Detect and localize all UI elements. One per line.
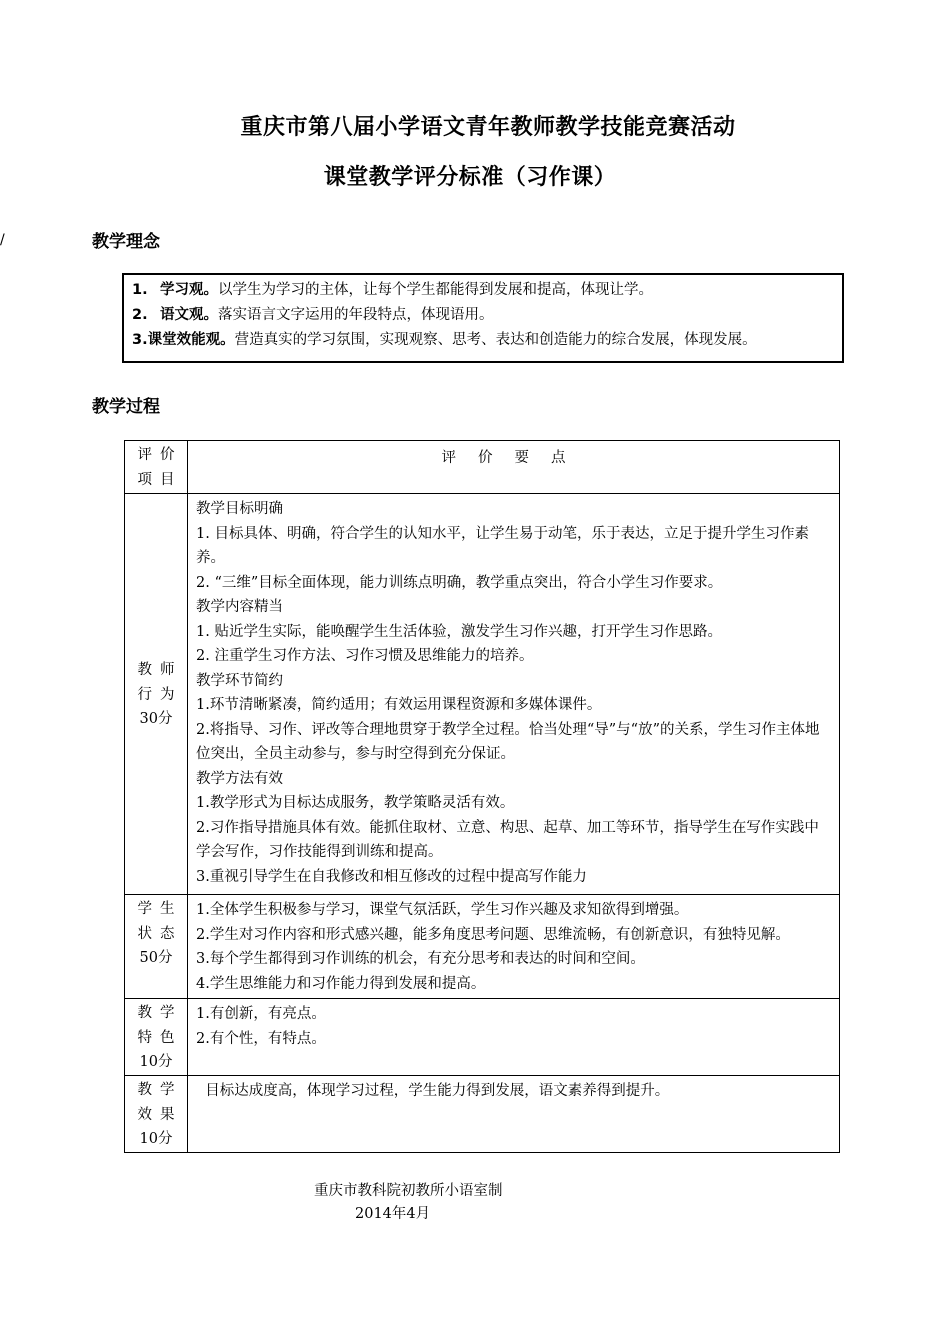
row-line: 1.全体学生积极参与学习，课堂气氛活跃，学生习作兴趣及求知欲得到增强。 <box>196 902 689 918</box>
idea-item <box>132 303 834 328</box>
table-row <box>125 999 840 1076</box>
row-content-cell <box>188 999 840 1076</box>
row-score: 30分 <box>139 711 173 728</box>
idea-number: 1. <box>132 282 148 298</box>
header-item-cell <box>125 441 188 494</box>
idea-number: 3. <box>132 332 148 348</box>
idea-label: 语文观。 <box>160 307 218 323</box>
row-label-line: 效果 <box>137 1106 183 1123</box>
table-row <box>125 1076 840 1153</box>
header-points-cell: 评价要点 <box>188 441 840 494</box>
header-item-line: 评价 <box>137 447 183 463</box>
footer-date: 2014年4月 <box>355 1206 431 1222</box>
row-label-line: 教学 <box>137 1082 183 1098</box>
row-line: 4.学生思维能力和习作能力得到发展和提高。 <box>196 975 486 992</box>
document-title: 重庆市第八届小学语文青年教师教学技能竞赛活动 <box>240 115 736 140</box>
row-label-cell <box>125 494 188 895</box>
row-line: 2. “三维”目标全面体现，能力训练点明确，教学重点突出，符合小学生习作要求。 <box>196 574 723 591</box>
row-score: 10分 <box>139 1131 173 1147</box>
section-heading-idea: 教学理念 <box>92 232 160 252</box>
row-label-line: 教师 <box>137 662 183 679</box>
idea-label: 学习观。 <box>160 282 218 298</box>
idea-text: 以学生为学习的主体，让每个学生都能得到发展和提高，体现让学。 <box>218 282 653 298</box>
row-line: 1.有创新，有亮点。 <box>196 1006 326 1022</box>
idea-item <box>132 278 834 303</box>
row-content-cell <box>188 494 840 895</box>
table-row <box>125 895 840 999</box>
row-line: 1. 目标具体、明确，符合学生的认知水平，让学生易于动笔，乐于表达，立足于提升学生习作素养。 <box>196 525 809 566</box>
row-label-cell <box>125 895 188 999</box>
row-line: 2.习作指导措施具体有效。能抓住取材、立意、构思、起草、加工等环节，指导学生在写作实践中学会写作，习作技能得到训练和提高。 <box>196 819 819 860</box>
row-content-cell <box>188 1076 840 1153</box>
idea-box <box>122 273 844 363</box>
row-label-line: 行为 <box>137 686 183 703</box>
row-label-cell <box>125 1076 188 1153</box>
table-header-row <box>125 441 840 494</box>
row-line: 教学环节简约 <box>196 672 283 689</box>
margin-mark: / <box>0 232 5 248</box>
idea-label: 课堂效能观。 <box>147 332 235 348</box>
idea-text: 落实语言文字运用的年段特点，体现语用。 <box>218 307 494 323</box>
scoring-table <box>124 440 840 1153</box>
row-label-line: 学生 <box>137 901 183 917</box>
row-line: 3.重视引导学生在自我修改和相互修改的过程中提高写作能力 <box>196 868 587 885</box>
row-line: 1.环节清晰紧凑，简约适用；有效运用课程资源和多媒体课件。 <box>196 697 602 713</box>
row-line: 教学目标明确 <box>196 501 283 517</box>
row-line: 目标达成度高，体现学习过程，学生能力得到发展，语文素养得到提升。 <box>196 1083 670 1099</box>
row-line: 教学内容精当 <box>196 599 283 615</box>
table-row <box>125 494 840 895</box>
idea-item <box>132 328 834 353</box>
header-item-line: 项目 <box>137 471 183 488</box>
row-label-line: 教学 <box>137 1005 183 1021</box>
row-line: 1.教学形式为目标达成服务，教学策略灵活有效。 <box>196 795 515 811</box>
row-score: 10分 <box>139 1054 173 1070</box>
row-content-cell <box>188 895 840 999</box>
row-line: 2.有个性，有特点。 <box>196 1030 326 1047</box>
row-line: 2.学生对习作内容和形式感兴趣，能多角度思考问题、思维流畅，有创新意识，有独特见解。 <box>196 926 790 943</box>
row-label-cell <box>125 999 188 1076</box>
row-line: 3.每个学生都得到习作训练的机会，有充分思考和表达的时间和空间。 <box>196 951 645 967</box>
idea-number: 2. <box>132 307 148 323</box>
row-line: 2. 注重学生习作方法、习作习惯及思维能力的培养。 <box>196 648 534 664</box>
row-label-line: 特色 <box>137 1029 183 1046</box>
row-score: 50分 <box>139 950 173 966</box>
section-heading-process: 教学过程 <box>92 397 160 417</box>
idea-text: 营造真实的学习氛围，实现观察、思考、表达和创造能力的综合发展，体现发展。 <box>234 332 757 348</box>
document-subtitle: 课堂教学评分标准（习作课） <box>323 165 617 190</box>
row-line: 2.将指导、习作、评改等合理地贯穿于教学全过程。恰当处理“导”与“放”的关系，学生习作主体地位突出，全员主动参与，参与时空得到充分保证。 <box>196 721 820 762</box>
row-line: 1. 贴近学生实际，能唤醒学生生活体验，激发学生习作兴趣，打开学生习作思路。 <box>196 623 722 640</box>
footer-org: 重庆市教科院初教所小语室制 <box>314 1183 503 1199</box>
row-line: 教学方法有效 <box>196 770 283 787</box>
row-label-line: 状态 <box>137 925 183 942</box>
